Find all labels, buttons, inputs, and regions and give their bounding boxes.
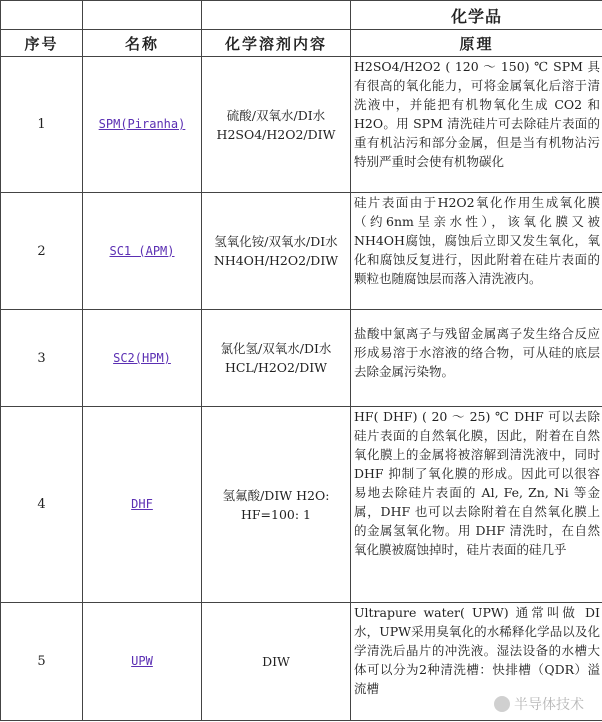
watermark-logo-icon: [494, 696, 510, 712]
row-index: 3: [1, 310, 83, 407]
row-principle-cell: [351, 57, 602, 193]
watermark: [494, 694, 584, 714]
row-principle: 硅片表面由于H2O2氧化作用生成氧化膜（约6nm呈亲水性），该氧化膜又被NH4OH腐蚀，腐蚀后立即又发生氧化，氧化和腐蚀反复进行，因此附着在硅片表面的颗粒也随腐蚀层而落入清洗液内。: [354, 195, 600, 286]
header-row: [1, 30, 602, 57]
row-name-link[interactable]: UPW: [131, 654, 153, 668]
blank-cell: [83, 1, 202, 30]
watermark-text: 半导体技术: [514, 697, 584, 713]
row-principle-cell: [351, 407, 602, 603]
table-row: [1, 407, 602, 603]
row-index: 4: [1, 407, 83, 603]
blank-cell: [202, 1, 351, 30]
row-principle: Ultrapure water( UPW) 通常叫做 DI 水，UPW采用臭氧化的水稀释化学品以及化学清洗后晶片的冲洗液。湿法设备的水槽大体可以分为2种清洗槽：快排槽（QDR）溢流槽: [354, 605, 600, 696]
row-name-link[interactable]: SC1 (APM): [109, 243, 175, 258]
table-row: [1, 193, 602, 310]
row-chemical: 氢氧化铵/双氧水/DI水 NH4OH/H2O2/DIW: [202, 193, 351, 310]
row-principle: H2SO4/H2O2 ( 120 ～ 150) ℃ SPM 具有很高的氧化能力，可将金属氧化后溶于清洗液中，并能把有机物氧化生成 CO2 和 H2O。用 SPM 清洗硅片可去除硅片表面的重有机沾污和部分金属，但是当有机物沾污特别严重时会使有机物碳化: [354, 59, 600, 169]
row-name-cell: [83, 193, 202, 310]
row-name-cell: [83, 603, 202, 721]
blank-cell: [1, 1, 83, 30]
column-header-index: 序号: [1, 30, 83, 57]
row-name-cell: [83, 407, 202, 603]
row-chemical: 硫酸/双氧水/DI水 H2SO4/H2O2/DIW: [202, 57, 351, 193]
row-name-link[interactable]: SPM(Piranha): [98, 117, 186, 131]
row-name-link[interactable]: SC2(HPM): [113, 350, 171, 365]
row-name-link[interactable]: DHF: [131, 497, 153, 511]
row-index: 1: [1, 57, 83, 193]
row-chemical: 氯化氢/双氧水/DI水 HCL/H2O2/DIW: [202, 310, 351, 407]
title-row: [1, 1, 602, 30]
row-chemical: DIW: [202, 603, 351, 721]
column-header-principle: 原理: [351, 30, 602, 57]
row-index: 5: [1, 603, 83, 721]
column-header-name: 名称: [83, 30, 202, 57]
row-principle-cell: [351, 193, 602, 310]
group-header: 化学品: [351, 1, 602, 30]
row-principle-cell: [351, 310, 602, 407]
table-row: [1, 310, 602, 407]
row-chemical: 氢氟酸/DIW H2O: HF=100: 1: [202, 407, 351, 603]
row-index: 2: [1, 193, 83, 310]
row-principle: 盐酸中氯离子与残留金属离子发生络合反应形成易溶于水溶液的络合物，可从硅的底层去除金属污染物。: [354, 326, 600, 379]
column-header-chemical: 化学溶剂内容: [202, 30, 351, 57]
row-name-cell: [83, 57, 202, 193]
row-name-cell: [83, 310, 202, 407]
table-row: [1, 57, 602, 193]
row-principle: HF( DHF) ( 20 ～ 25) ℃ DHF 可以去除硅片表面的自然氧化膜，因此，附着在自然氧化膜上的金属将被溶解到清洗液中，同时 DHF 抑制了氧化膜的形成。因此可以很容易地去除硅片表面的 Al, Fe, Zn, Ni 等金属，DHF 也可以去除附着在自然氧化膜上的金属氢氧化物。用 DHF 清洗时，在自然氧化膜被腐蚀掉时，硅片表面的硅几乎: [354, 409, 600, 557]
